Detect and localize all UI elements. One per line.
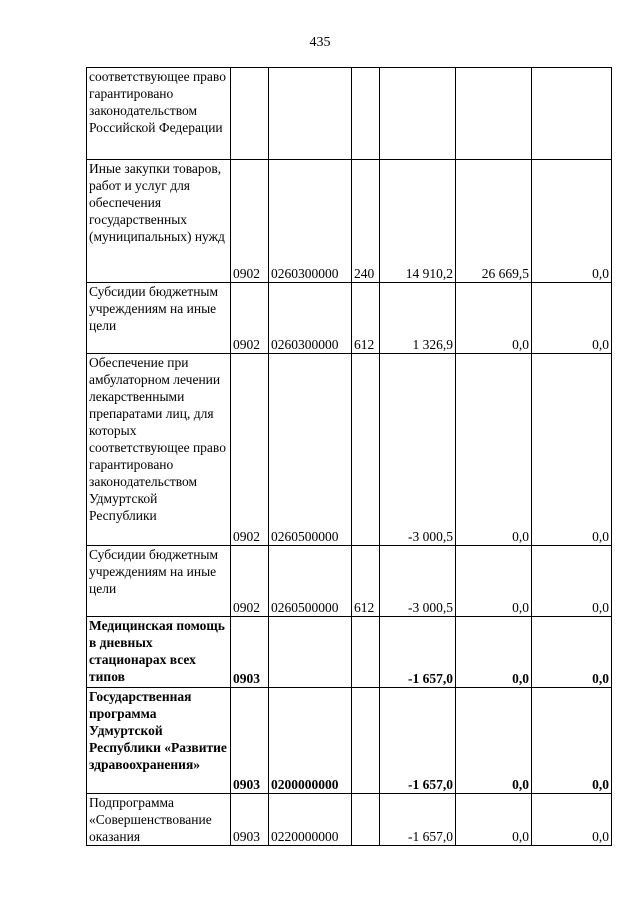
row-type-cell: 240 [352,160,380,283]
row-name-cell: Обеспечение при амбулаторном лечении лекарственными препаратами лиц, для которых соответствующее право гарантировано законодательством Удмуртской Республики [87,354,231,546]
row-value2-cell: 26 669,5 [456,160,532,283]
table-row [87,546,612,617]
row-name-cell: Государственная программа Удмуртской Республики «Развитие здравоохранения» [87,688,231,794]
row-value2-cell: 0,0 [456,794,532,846]
row-value3-cell [532,68,612,160]
row-type-cell [352,68,380,160]
row-value3-cell: 0,0 [532,546,612,617]
row-value1-cell: -1 657,0 [380,617,456,688]
row-section-cell: 0903 [231,688,269,794]
row-type-cell [352,794,380,846]
row-name-cell: Подпрограмма «Совершенствование оказания [87,794,231,846]
row-section-cell [231,68,269,160]
row-value2-cell: 0,0 [456,283,532,354]
row-type-cell: 612 [352,546,380,617]
row-value2-cell: 0,0 [456,617,532,688]
row-target-cell: 0260500000 [269,546,352,617]
budget-table-body [87,68,612,846]
row-value1-cell: -3 000,5 [380,354,456,546]
row-target-cell: 0200000000 [269,688,352,794]
row-name-cell: Субсидии бюджетным учреждениям на иные цели [87,546,231,617]
row-value1-cell: -3 000,5 [380,546,456,617]
row-name-cell: Субсидии бюджетным учреждениям на иные цели [87,283,231,354]
table-row [87,283,612,354]
row-value1-cell [380,68,456,160]
table-row [87,68,612,160]
row-value2-cell [456,68,532,160]
row-value3-cell: 0,0 [532,688,612,794]
row-type-cell [352,354,380,546]
row-value2-cell: 0,0 [456,354,532,546]
row-type-cell [352,617,380,688]
table-row [87,794,612,846]
row-name-cell: соответствующее право гарантировано законодательством Российской Федерации [87,68,231,160]
row-value1-cell: 14 910,2 [380,160,456,283]
page-number: 435 [309,35,331,50]
row-target-cell [269,68,352,160]
row-section-cell: 0903 [231,794,269,846]
row-name-cell: Медицинская помощь в дневных стационарах всех типов [87,617,231,688]
row-value3-cell: 0,0 [532,794,612,846]
row-value3-cell: 0,0 [532,160,612,283]
row-value1-cell: -1 657,0 [380,688,456,794]
table-row [87,688,612,794]
row-value3-cell: 0,0 [532,617,612,688]
row-value2-cell: 0,0 [456,546,532,617]
row-section-cell: 0902 [231,283,269,354]
row-type-cell: 612 [352,283,380,354]
budget-table [86,67,612,846]
row-name-cell: Иные закупки товаров, работ и услуг для обеспечения государственных (муниципальных) нужд [87,160,231,283]
row-target-cell: 0260500000 [269,354,352,546]
table-row [87,160,612,283]
table-row [87,617,612,688]
row-target-cell: 0260300000 [269,160,352,283]
row-section-cell: 0902 [231,354,269,546]
row-value2-cell: 0,0 [456,688,532,794]
row-value1-cell: 1 326,9 [380,283,456,354]
row-section-cell: 0903 [231,617,269,688]
table-row [87,354,612,546]
row-section-cell: 0902 [231,160,269,283]
row-target-cell [269,617,352,688]
row-type-cell [352,688,380,794]
row-value3-cell: 0,0 [532,354,612,546]
row-target-cell: 0220000000 [269,794,352,846]
row-target-cell: 0260300000 [269,283,352,354]
row-value3-cell: 0,0 [532,283,612,354]
row-section-cell: 0902 [231,546,269,617]
row-value1-cell: -1 657,0 [380,794,456,846]
